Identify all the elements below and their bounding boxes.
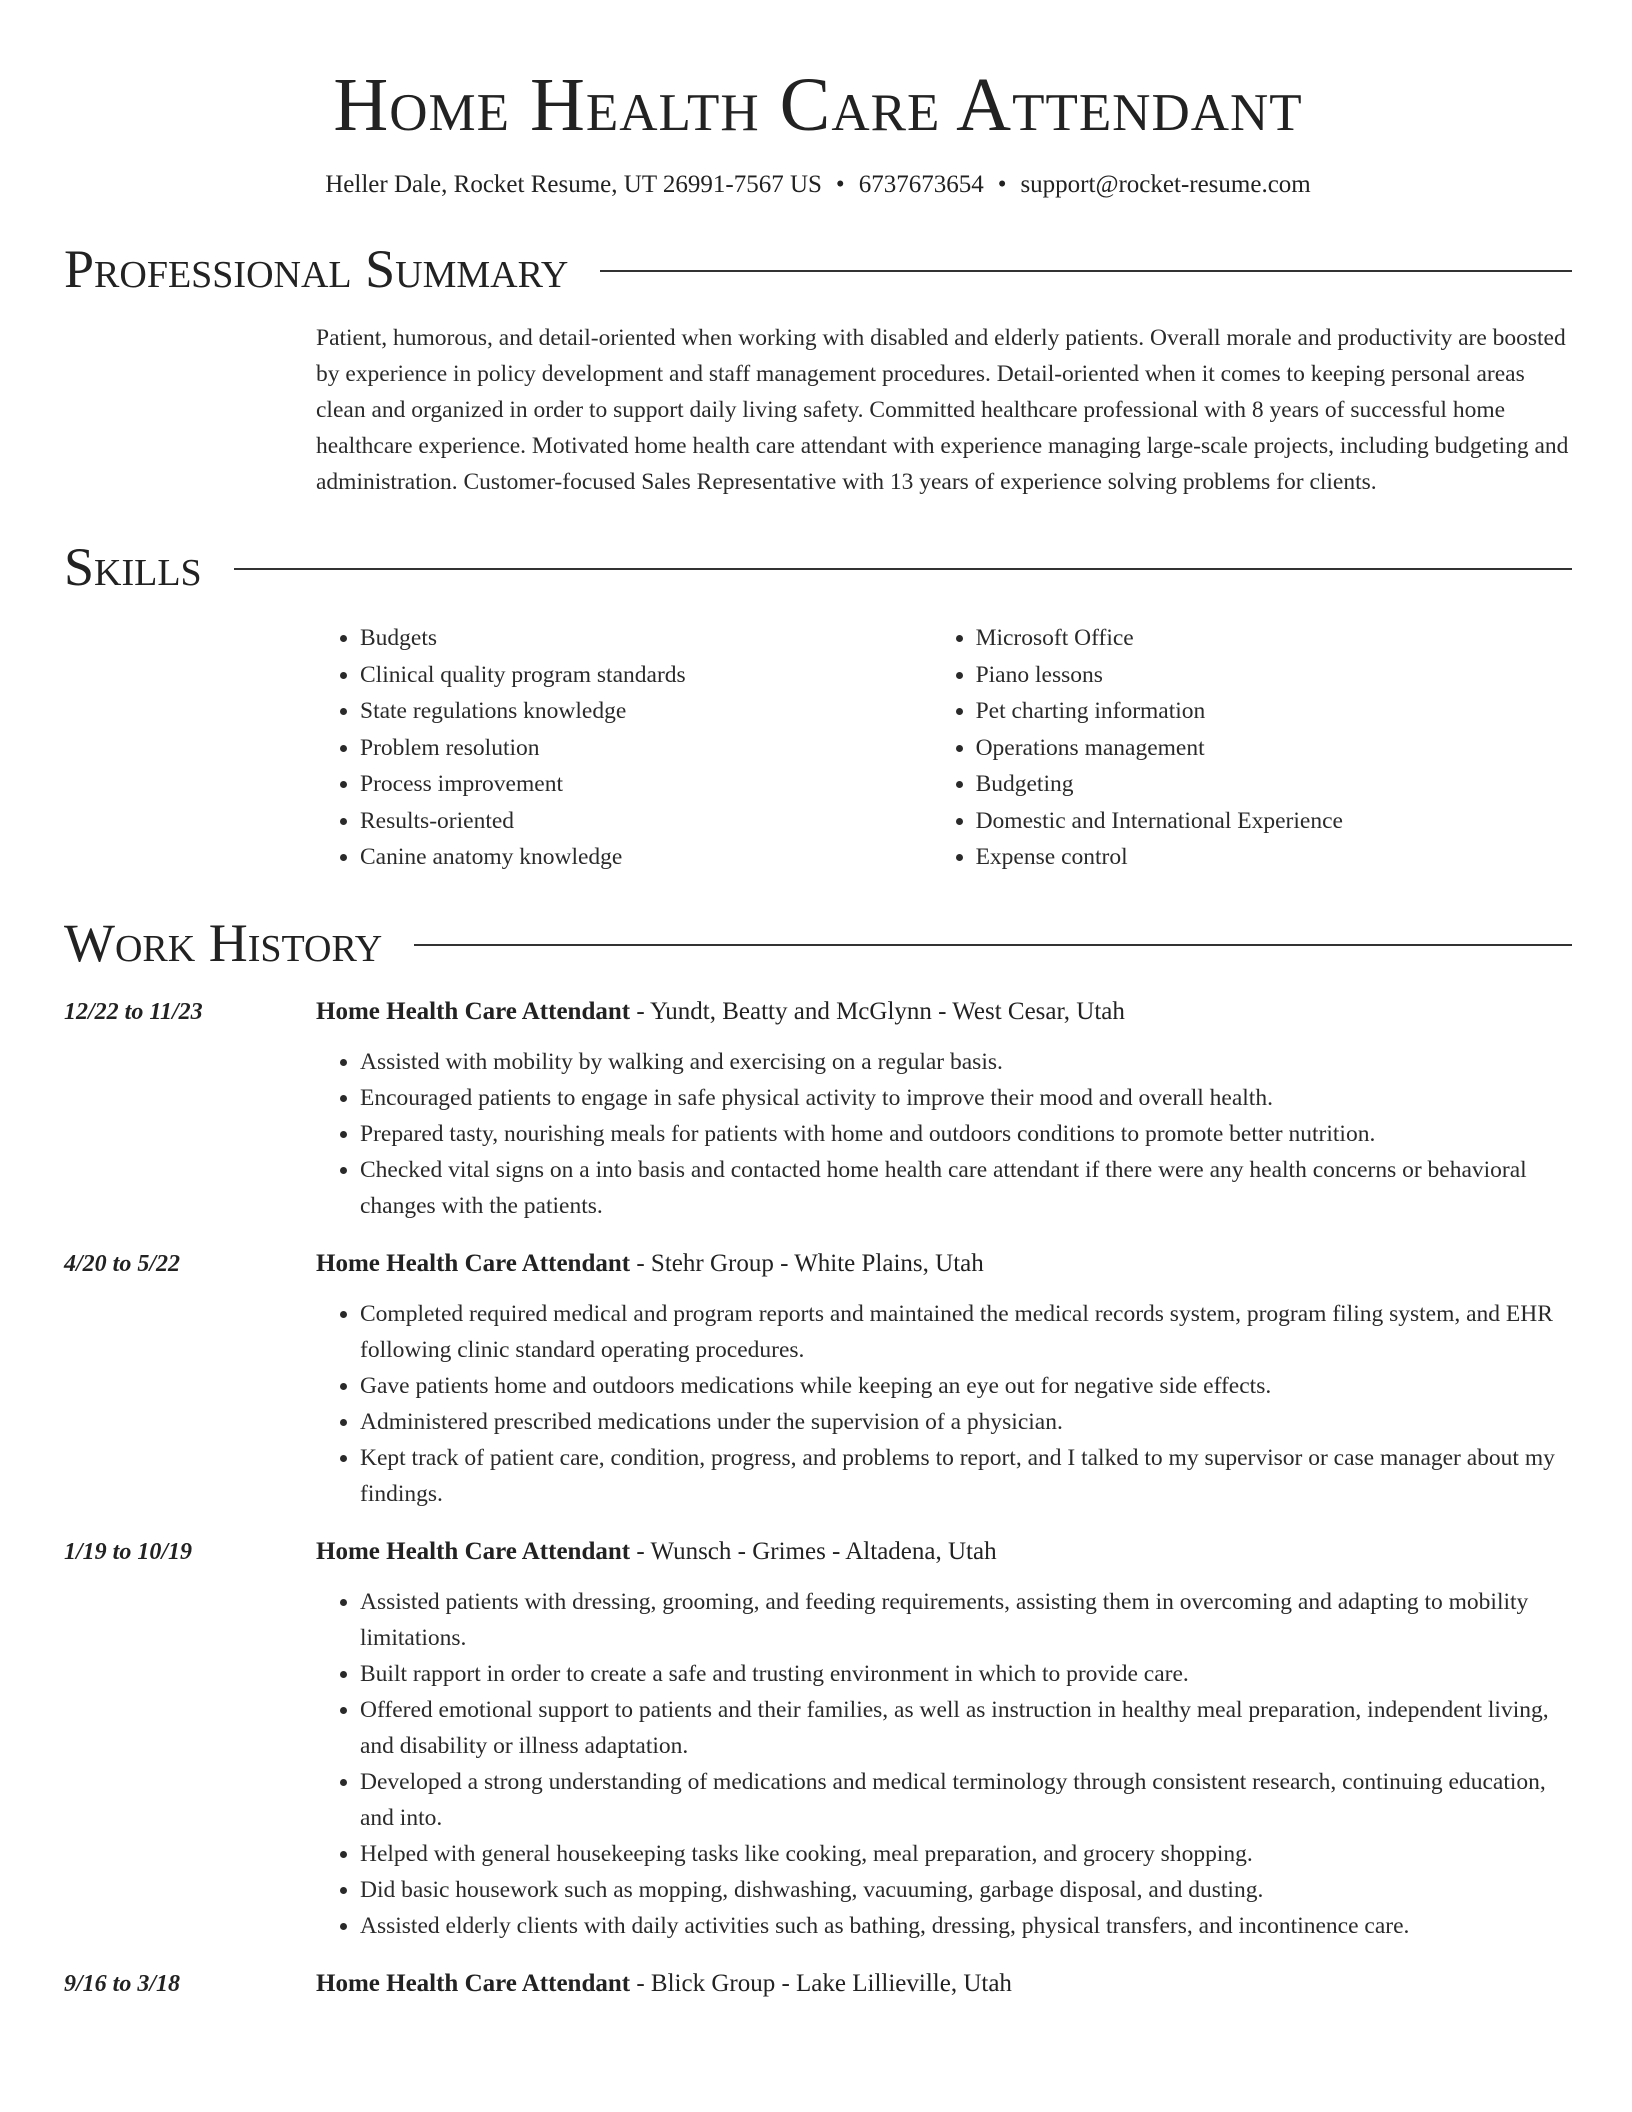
job-bullet: • Assisted elderly clients with daily activities such as bathing, dressing, physical transfers, and incontinence care. <box>360 1908 1572 1944</box>
work-section-header <box>64 912 1572 974</box>
job-company: - Yundt, Beatty and McGlynn - West Cesar, Utah <box>630 997 1125 1025</box>
section-divider <box>600 270 1572 272</box>
contact-line <box>64 168 1572 202</box>
skill-item: • Operations management <box>976 730 1572 767</box>
job-dates: 9/16 to 3/18 <box>64 1970 181 1997</box>
summary-section-header <box>64 238 1572 300</box>
job-title: Home Health Care Attendant <box>316 1537 631 1565</box>
job-bullet: • Assisted patients with dressing, grooming, and feeding requirements, assisting them in overcoming and adapting to mobility limitations. <box>360 1584 1572 1656</box>
contact-email: support@rocket-resume.com <box>1020 171 1311 198</box>
summary-text: Patient, humorous, and detail-oriented when working with disabled and elderly patients. Overall morale and productivity are boosted by experience in policy development and staff management procedures. Detail-oriented when it comes to keeping personal areas clean and organized in order to support daily living safety. Committed healthcare professional with 8 years of successful home healthcare experience. Motivated home health care attendant with experience managing large-scale projects, including budgeting and administration. Customer-focused Sales Representative with 13 years of experience solving problems for clients. <box>316 325 1569 495</box>
work-section-title: Work History <box>64 912 383 973</box>
skills-grid <box>316 620 1572 876</box>
job-details <box>316 1966 1572 2002</box>
job-bullet: • Offered emotional support to patients and their families, as well as instruction in healthy meal preparation, independent living, and disability or illness adaptation. <box>360 1692 1572 1764</box>
skill-item: • Pet charting information <box>976 693 1572 730</box>
job-heading <box>316 1966 1572 2002</box>
job-bullet: • Developed a strong understanding of medications and medical terminology through consistent research, continuing education, and into. <box>360 1764 1572 1836</box>
skills-list-left <box>316 620 932 876</box>
contact-separator: • <box>835 171 845 198</box>
job-bullet: • Built rapport in order to create a safe and trusting environment in which to provide care. <box>360 1656 1572 1692</box>
skill-item: • Canine anatomy knowledge <box>360 839 932 876</box>
skill-item: • Process improvement <box>360 766 932 803</box>
job-bullets <box>316 1584 1572 1944</box>
job-details <box>316 994 1572 1224</box>
skill-item: • State regulations knowledge <box>360 693 932 730</box>
job-title: Home Health Care Attendant <box>316 1249 631 1277</box>
job-entry <box>64 1246 1572 1512</box>
job-dates: 12/22 to 11/23 <box>64 998 203 1025</box>
job-bullet: • Prepared tasty, nourishing meals for patients with home and outdoors conditions to promote better nutrition. <box>360 1116 1572 1152</box>
job-company: - Stehr Group - White Plains, Utah <box>630 1249 984 1277</box>
skills-section-title: Skills <box>64 537 202 597</box>
section-divider <box>234 568 1572 570</box>
contact-separator: • <box>997 171 1007 198</box>
job-details <box>316 1534 1572 1944</box>
job-entry <box>64 994 1572 1224</box>
job-dates: 4/20 to 5/22 <box>64 1250 181 1277</box>
job-title: Home Health Care Attendant <box>316 1969 631 1997</box>
job-company: - Wunsch - Grimes - Altadena, Utah <box>630 1537 997 1565</box>
job-bullets <box>316 1296 1572 1512</box>
job-bullet: • Kept track of patient care, condition, progress, and problems to report, and I talked to my supervisor or case manager about my findings. <box>360 1440 1572 1512</box>
job-heading <box>316 994 1572 1030</box>
job-company: - Blick Group - Lake Lillieville, Utah <box>630 1969 1012 1997</box>
skill-item: • Domestic and International Experience <box>976 803 1572 840</box>
skills-section-header <box>64 536 1572 598</box>
job-entry <box>64 1534 1572 1944</box>
contact-phone: 6737673654 <box>858 171 984 198</box>
job-bullets <box>316 1044 1572 1224</box>
job-bullet: • Assisted with mobility by walking and exercising on a regular basis. <box>360 1044 1572 1080</box>
job-bullet: • Completed required medical and program reports and maintained the medical records system, program filing system, and EHR following clinic standard operating procedures. <box>360 1296 1572 1368</box>
job-bullet: • Administered prescribed medications under the supervision of a physician. <box>360 1404 1572 1440</box>
skill-item: • Microsoft Office <box>976 620 1572 657</box>
skill-item: • Budgets <box>360 620 932 657</box>
job-bullet: • Did basic housework such as mopping, dishwashing, vacuuming, garbage disposal, and dusting. <box>360 1872 1572 1908</box>
skill-item: • Problem resolution <box>360 730 932 767</box>
resume-page <box>64 0 1572 2002</box>
skill-item: • Clinical quality program standards <box>360 657 932 694</box>
job-bullet: • Helped with general housekeeping tasks like cooking, meal preparation, and grocery shopping. <box>360 1836 1572 1872</box>
contact-address: Heller Dale, Rocket Resume, UT 26991-7567 US <box>325 171 822 198</box>
job-bullet: • Encouraged patients to engage in safe physical activity to improve their mood and overall health. <box>360 1080 1572 1116</box>
job-heading <box>316 1246 1572 1282</box>
job-bullet: • Gave patients home and outdoors medications while keeping an eye out for negative side effects. <box>360 1368 1572 1404</box>
skills-list-right <box>932 620 1572 876</box>
summary-section-title: Professional Summary <box>64 239 569 299</box>
job-bullet: • Checked vital signs on a into basis and contacted home health care attendant if there were any health concerns or behavioral changes with the patients. <box>360 1152 1572 1224</box>
section-divider <box>414 944 1572 946</box>
job-dates: 1/19 to 10/19 <box>64 1538 193 1565</box>
job-entry <box>64 1966 1572 2002</box>
skill-item: • Expense control <box>976 839 1572 876</box>
job-title: Home Health Care Attendant <box>316 997 631 1025</box>
job-details <box>316 1246 1572 1512</box>
skill-item: • Budgeting <box>976 766 1572 803</box>
skill-item: • Results-oriented <box>360 803 932 840</box>
skill-item: • Piano lessons <box>976 657 1572 694</box>
resume-name: Home Health Care Attendant <box>333 63 1303 147</box>
work-history-list <box>64 994 1572 2002</box>
job-heading <box>316 1534 1572 1570</box>
